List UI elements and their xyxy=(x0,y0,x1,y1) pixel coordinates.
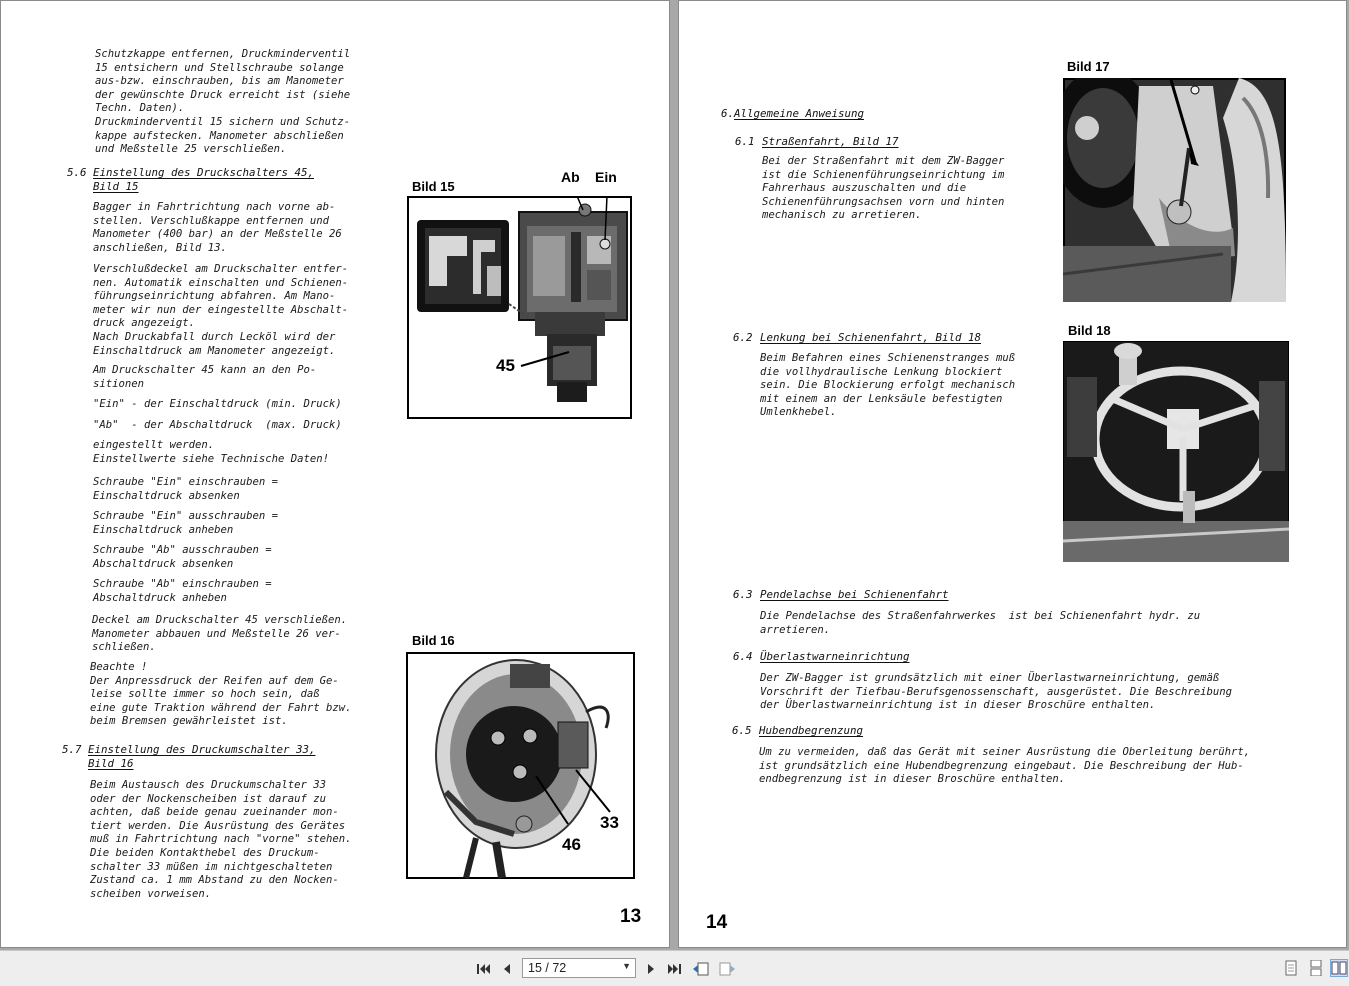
screw-instruction-4: Schraube "Ab" einschrauben = Abschaltdruck anheben xyxy=(93,578,272,604)
section-6-1-title: Straßenfahrt, Bild 17 xyxy=(762,135,899,148)
page-number-value: 15 / 72 xyxy=(528,961,567,975)
first-page-icon[interactable] xyxy=(473,959,493,979)
section-5-6-paragraph-2: Verschlußdeckel am Druckschalter entfer- nen. Automatik einschalten und Schienen- führungseinrichtung abfahren. Am Mano- meter wir nun der eingestellte Abschalt- druck angezeigt. Nach Druckabfall durch Lecköl wird der Einschaltdruck am Manometer angezeigt. xyxy=(93,263,349,357)
go-back-icon[interactable] xyxy=(691,959,711,979)
section-6-title: Allgemeine Anweisung xyxy=(734,107,865,120)
continuous-view-icon[interactable] xyxy=(1308,960,1324,976)
page-number-field[interactable] xyxy=(522,958,636,978)
section-6-3-number: 6.3 xyxy=(733,588,753,601)
section-6-number: 6. xyxy=(721,107,735,120)
setting-ein: "Ein" - der Einschaltdruck (min. Druck) xyxy=(93,398,342,410)
section-6-1-number: 6.1 xyxy=(735,135,755,148)
section-6-4-number: 6.4 xyxy=(733,650,753,663)
go-forward-icon[interactable] xyxy=(717,959,737,979)
section-6-4-title: Überlastwarneinrichtung xyxy=(760,650,910,663)
figure-16-label-33: 33 xyxy=(600,813,619,832)
section-6-4-text: Der ZW-Bagger ist grundsätzlich mit einer Überlastwarneinrichtung, gemäß Vorschrift der Tiefbau-Berufsgenossenschaft, ausgerüstet. Die Beschreibung der Überlastwarneinrichtung ist in dieser Broschüre enthalten. xyxy=(760,672,1232,712)
figure-15-caption: Bild 15 xyxy=(412,179,455,194)
figure-18-caption: Bild 18 xyxy=(1068,323,1111,338)
figure-15-label-45: 45 xyxy=(496,356,515,375)
chevron-down-icon[interactable]: ▼ xyxy=(622,961,631,971)
figure-15-label-ab: Ab xyxy=(561,169,580,185)
section-5-6-title: Einstellung des Druckschalters 45, Bild 15 xyxy=(93,166,315,193)
navigation-toolbar xyxy=(0,950,1349,986)
note-paragraph: Beachte ! Der Anpressdruck der Reifen auf dem Ge- leise sollte immer so hoch sein, daß eine gute Traktion während der Fahrt bzw. beim Bremsen gewährleistet ist. xyxy=(90,661,352,728)
section-6-5-number: 6.5 xyxy=(732,724,752,737)
figure-16-caption: Bild 16 xyxy=(412,633,455,648)
screw-instruction-1: Schraube "Ein" einschrauben = Einschaltdruck absenken xyxy=(93,476,278,502)
next-page-icon[interactable] xyxy=(641,959,661,979)
section-6-3-title: Pendelachse bei Schienenfahrt xyxy=(760,588,949,601)
two-page-view-icon[interactable] xyxy=(1331,960,1347,976)
section-6-3-text: Die Pendelachse des Straßenfahrwerkes ist bei Schienenfahrt hydr. zu arretieren. xyxy=(760,610,1201,636)
section-6-5-title: Hubendbegrenzung xyxy=(759,724,864,737)
previous-page-icon[interactable] xyxy=(497,959,517,979)
figure-18-steering-wheel-photo xyxy=(1063,341,1289,562)
page-number: 13 xyxy=(620,906,642,927)
document-page-14 xyxy=(679,1,1346,947)
figure-16-label-46: 46 xyxy=(562,835,581,854)
screw-instruction-2: Schraube "Ein" ausschrauben = Einschaltdruck anheben xyxy=(93,510,278,536)
figure-15-pressure-switch-photo xyxy=(407,196,632,419)
section-5-7-title: Einstellung des Druckumschalter 33, Bild 16 xyxy=(88,743,316,770)
section-5-6-paragraph-5: Deckel am Druckschalter 45 verschließen. Manometer abbauen und Meßstelle 26 ver- schließen. xyxy=(92,614,348,654)
figure-16-pressure-changeover-switch-photo xyxy=(406,652,635,879)
single-page-view-icon[interactable] xyxy=(1283,960,1299,976)
section-6-2-text: Beim Befahren eines Schienenstranges muß die vollhydraulische Lenkung blockiert sein. Die Blockierung erfolgt mechanisch mit einem an der Lenksäule befestigten Umlenkhebel. xyxy=(760,352,1016,419)
section-5-6-paragraph-3: Am Druckschalter 45 kann an den Po- sitionen xyxy=(93,364,317,390)
section-6-2-title: Lenkung bei Schienenfahrt, Bild 18 xyxy=(760,331,982,344)
section-5-7-paragraph: Beim Austausch des Druckumschalter 33 oder der Nockenscheiben ist darauf zu achten, daß beide genau zueinander mon- tiert werden. Die Ausrüstung des Gerätes muß in Fahrtrichtung nach "vorne" stehen. Die beiden Kontakthebel des Druckum- schalter 33 müßen im nichtgeschalteten Zustand ca. 1 mm Abstand zu den Nocken- scheiben vorweisen. xyxy=(90,779,352,900)
section-5-6-number: 5.6 xyxy=(67,166,87,179)
last-page-icon[interactable] xyxy=(665,959,685,979)
section-5-6-paragraph-4: eingestellt werden. Einstellwerte siehe Technische Daten! xyxy=(93,439,329,465)
section-6-2-number: 6.2 xyxy=(733,331,753,344)
section-6-1-text: Bei der Straßenfahrt mit dem ZW-Bagger ist die Schienenführungseinrichtung im Fahrerhaus auszuschalten und die Schienenführungsachsen vorn und hinten mechanisch zu arretieren. xyxy=(762,155,1005,222)
page-number: 14 xyxy=(706,912,728,933)
figure-17-caption: Bild 17 xyxy=(1067,59,1110,74)
section-6-5-text: Um zu vermeiden, daß das Gerät mit seiner Ausrüstung die Oberleitung berührt, ist grundsätzlich eine Hubendbegrenzung eingebaut. Die Beschreibung der Hub- endbegrenzung ist in dieser Broschüre enthalten. xyxy=(759,746,1251,786)
screw-instruction-3: Schraube "Ab" ausschrauben = Abschaltdruck absenken xyxy=(93,544,272,570)
figure-15-label-ein: Ein xyxy=(595,169,617,185)
document-page-13 xyxy=(1,1,669,947)
figure-17-rail-guide-photo xyxy=(1063,78,1286,302)
setting-ab: "Ab" - der Abschaltdruck (max. Druck) xyxy=(93,419,342,431)
section-5-7-number: 5.7 xyxy=(62,743,82,756)
intro-paragraph: Schutzkappe entfernen, Druckminderventil 15 entsichern und Stellschraube solange aus-bzw. einschrauben, bis am Manometer der gewünschte Druck erreicht ist (siehe Techn. Daten). Druckminderventil 15 sichern und Schutz- kappe aufstecken. Manometer abschließen und Meßstelle 25 verschließen. xyxy=(95,48,351,156)
section-5-6-paragraph-1: Bagger in Fahrtrichtung nach vorne ab- stellen. Verschlußkappe entfernen und Manometer (400 bar) an der Meßstelle 26 anschließen, Bild 13. xyxy=(93,201,342,254)
